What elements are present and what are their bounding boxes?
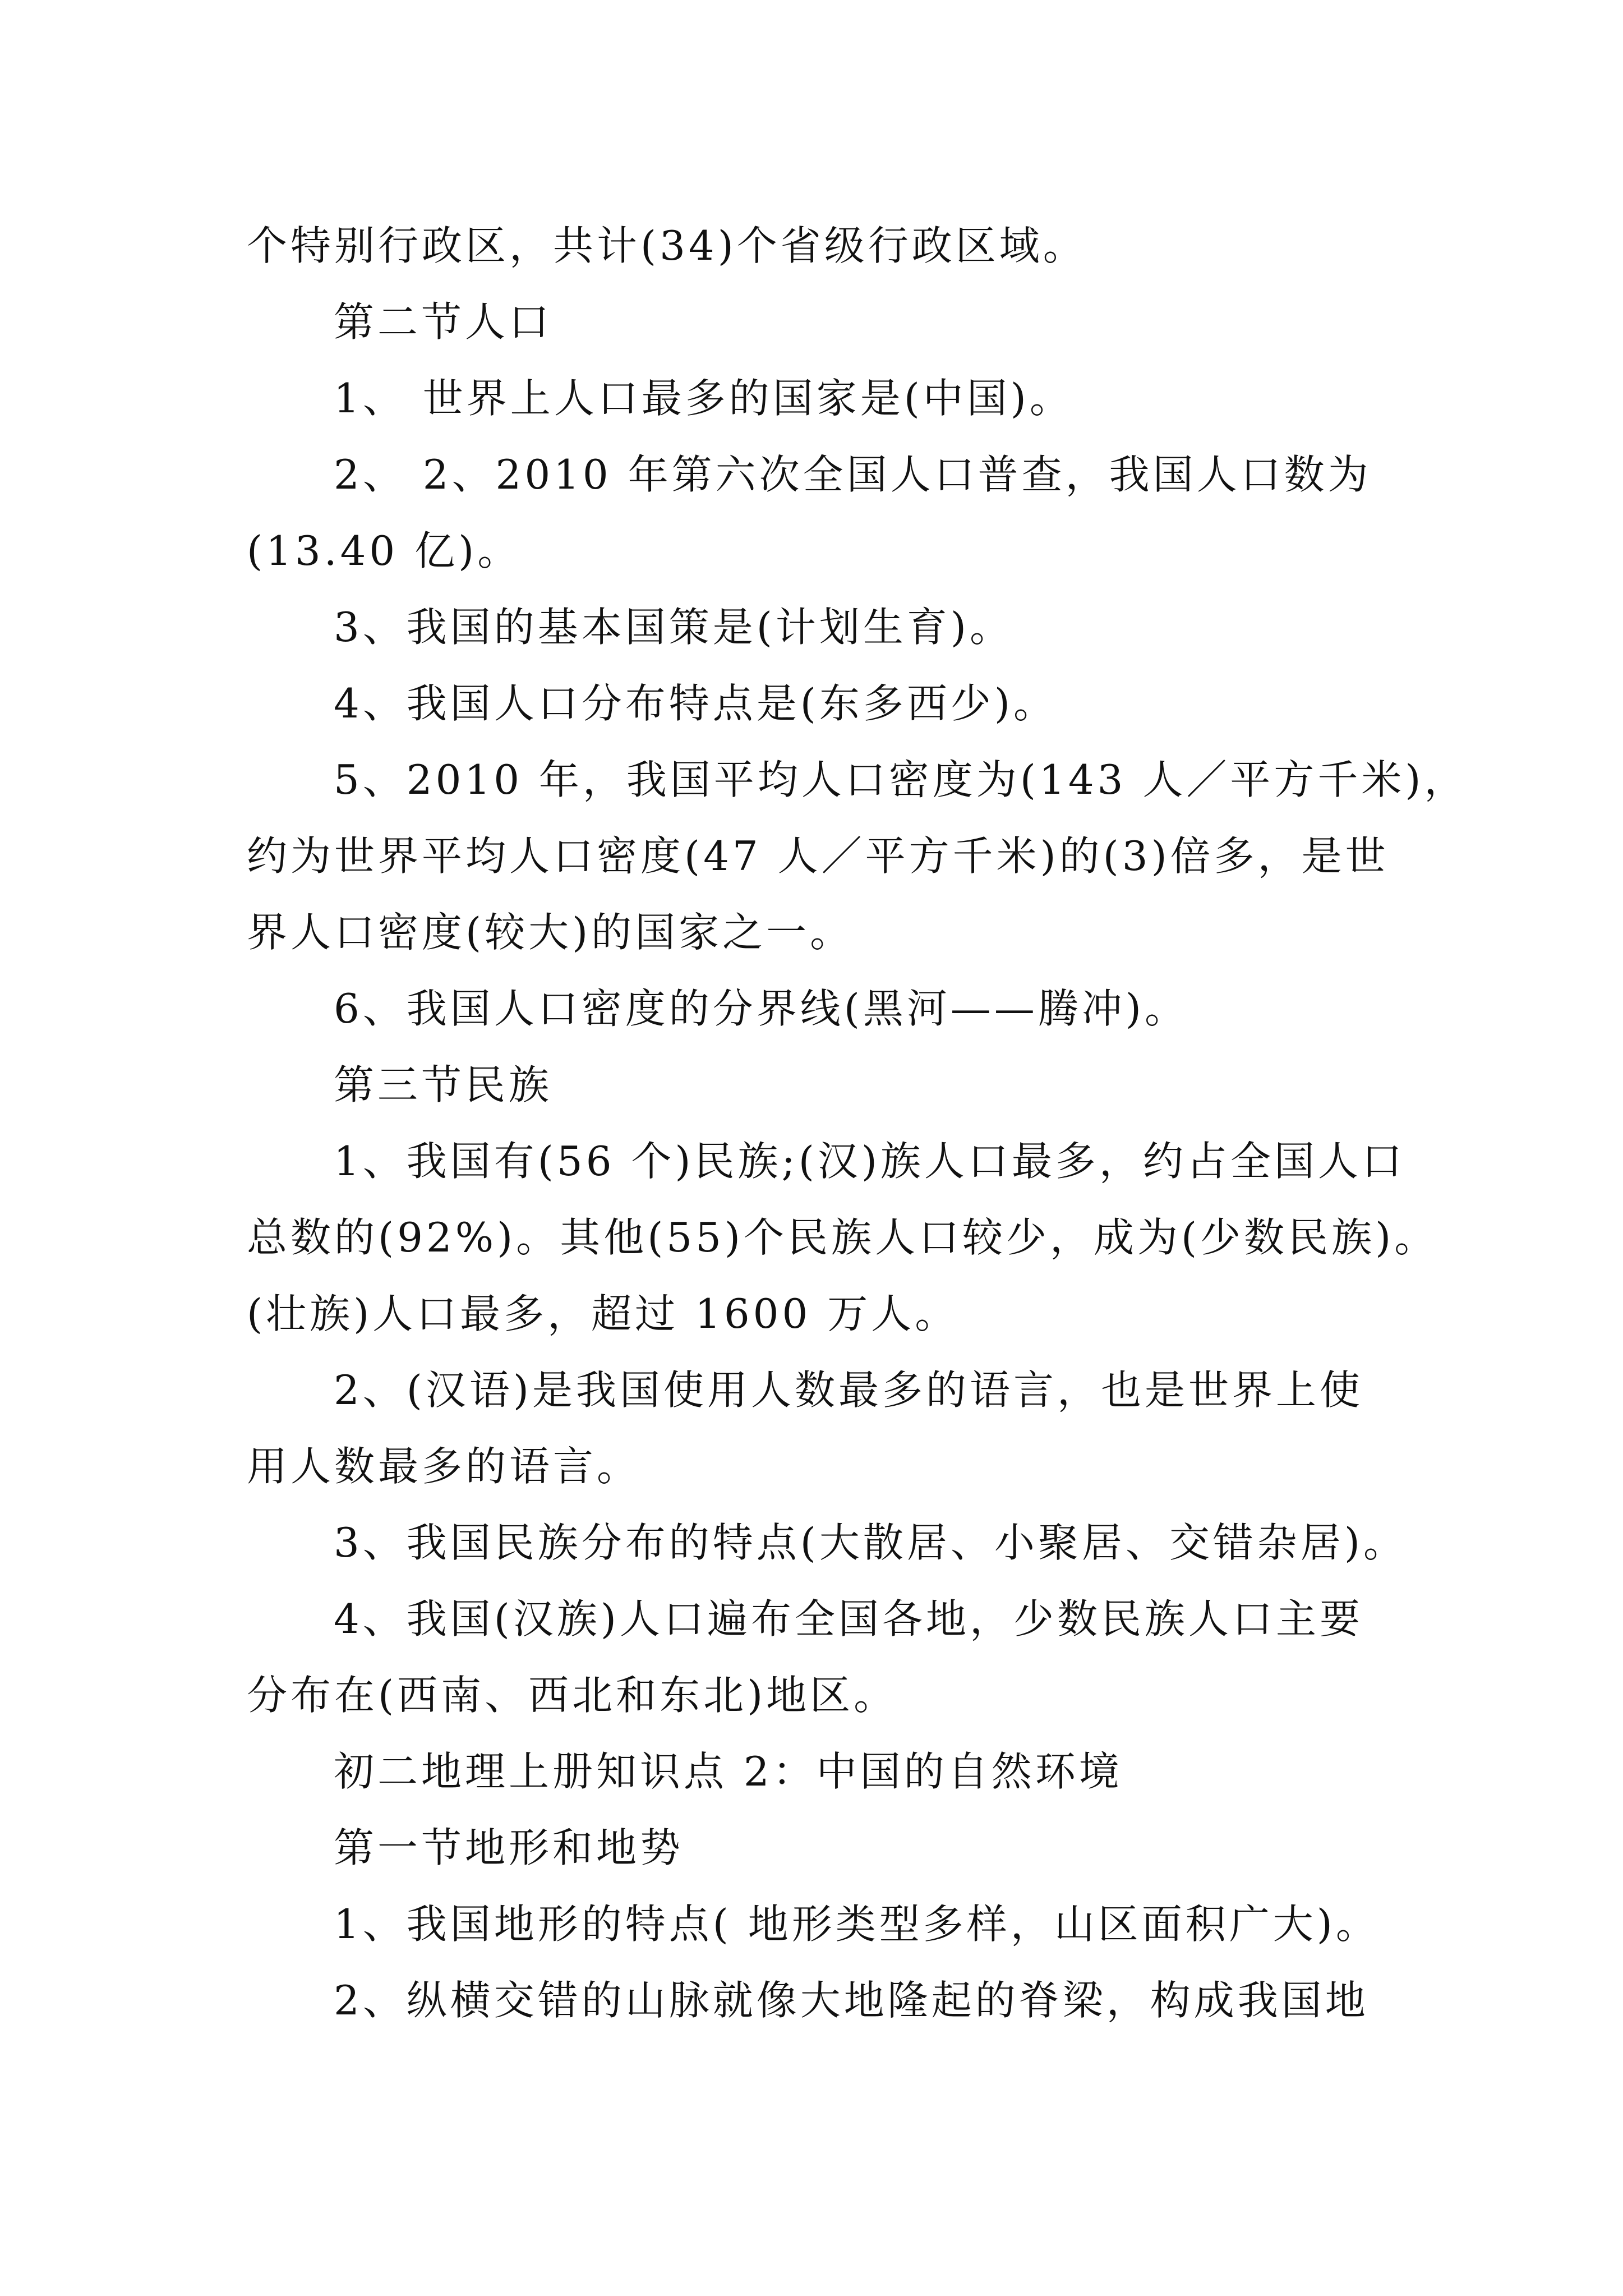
text-line: 界人口密度(较大)的国家之一。: [247, 909, 854, 956]
text-line: 约为世界平均人口密度(47 人／平方千米)的(3)倍多，是世: [247, 832, 1389, 880]
text-line: 2、(汉语)是我国使用人数最多的语言，也是世界上使: [334, 1366, 1363, 1414]
text-line: 3、我国民族分布的特点(大散居、小聚居、交错杂居)。: [334, 1519, 1407, 1566]
text-line: 3、我国的基本国策是(计划生育)。: [334, 604, 1013, 651]
text-line: 用人数最多的语言。: [247, 1443, 641, 1490]
section-heading: 第三节民族: [334, 1061, 553, 1108]
text-line: 1、 世界上人口最多的国家是(中国)。: [334, 375, 1073, 422]
text-line: 总数的(92%)。其他(55)个民族人口较少，成为(少数民族)。: [247, 1214, 1438, 1261]
text-line: 5、2010 年，我国平均人口密度为(143 人／平方千米)，: [334, 756, 1468, 803]
chapter-heading: 初二地理上册知识点 2：中国的自然环境: [334, 1748, 1123, 1795]
text-line: 2、 2、2010 年第六次全国人口普查，我国人口数为: [334, 451, 1372, 498]
section-heading: 第一节地形和地势: [334, 1824, 684, 1871]
section-heading: 第二节人口: [334, 298, 553, 346]
text-line: 个特别行政区，共计(34)个省级行政区域。: [247, 222, 1087, 269]
text-line: 6、我国人口密度的分界线(黑河——腾冲)。: [334, 985, 1188, 1032]
text-line: (13.40 亿)。: [247, 527, 522, 574]
text-line: 4、我国人口分布特点是(东多西少)。: [334, 680, 1057, 727]
text-line: 分布在(西南、西北和东北)地区。: [247, 1672, 898, 1719]
text-line: 2、纵横交错的山脉就像大地隆起的脊梁，构成我国地: [334, 1977, 1369, 2024]
text-line: 1、我国地形的特点( 地形类型多样，山区面积广大)。: [334, 1901, 1380, 1948]
text-line: 1、我国有(56 个)民族;(汉)族人口最多，约占全国人口: [334, 1138, 1405, 1185]
text-line: (壮族)人口最多，超过 1600 万人。: [247, 1290, 959, 1337]
text-line: 4、我国(汉族)人口遍布全国各地，少数民族人口主要: [334, 1595, 1363, 1642]
